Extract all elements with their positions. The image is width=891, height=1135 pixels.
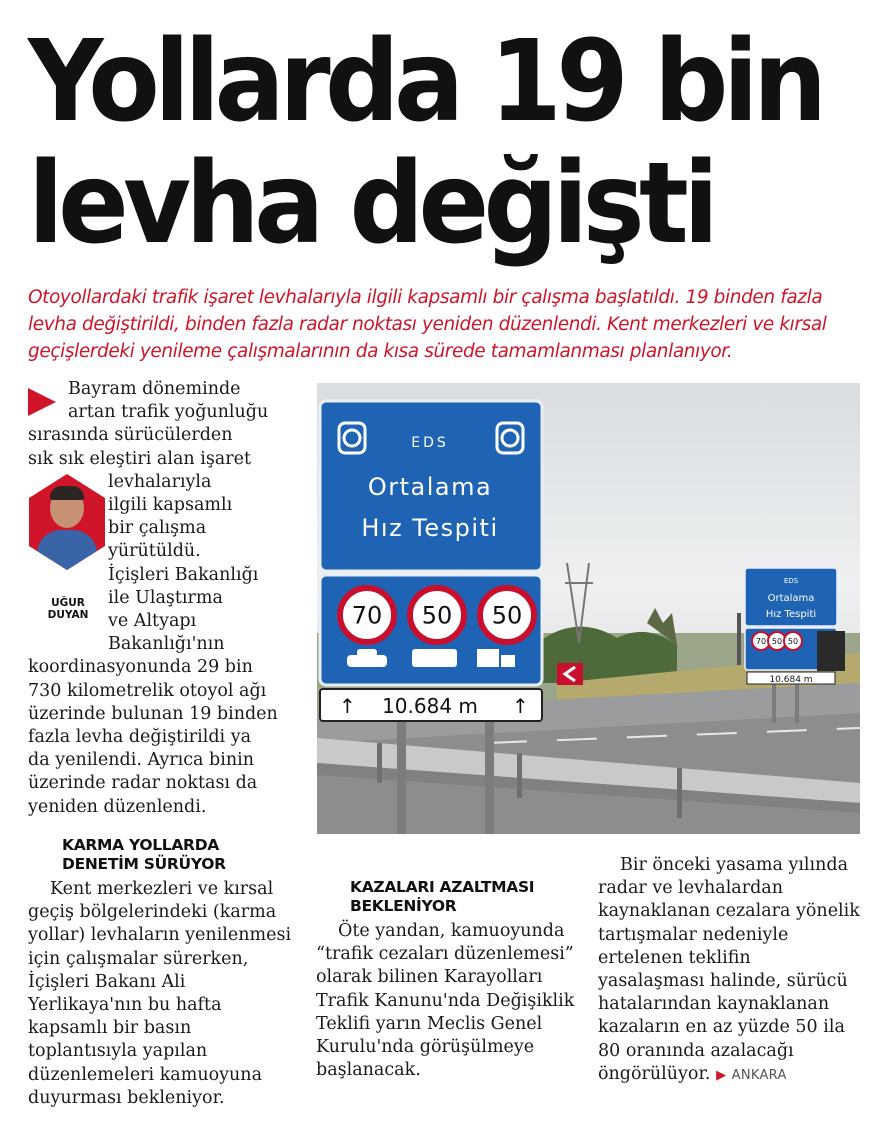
article-column-1-intro	[28, 378, 296, 819]
sign-distance: 10.684 m	[382, 694, 478, 718]
intro-line: üzerinde bulunan 19 binden	[28, 703, 278, 724]
spot-lead: Otoyollardaki trafik işaret levhalarıyla ilgili kapsamlı bir çalışma başlatıldı. 19 binden fazla levha değiştirildi, binden fazla radar noktası yeniden düzenlendi. Kent merkezleri ve kırsal geçişlerdeki yenileme çalışmalarının da kısa sürede tamamlanması planlanıyor.	[28, 287, 827, 362]
headline-line-2: levha değişti	[28, 139, 714, 269]
intro-line: üzerinde radar noktası da	[28, 773, 258, 794]
intro-line: yürütüldü.	[108, 541, 201, 562]
paragraph-kazalari-azaltmasi: Öte yandan, kamuoyunda “trafik cezaları düzenlemesi” olarak bilinen Karayolları Trafik Kanunu'nda Değişiklik Teklifi yarın Meclis Genel Kurulu'nda görüşülmeye başlanacak.	[316, 921, 575, 1081]
sign-speed-limit-value: 50	[491, 601, 523, 630]
intro-line: yeniden düzenlendi.	[28, 796, 207, 817]
article-column-1-lower	[28, 836, 294, 1110]
far-sign-line-1: Ortalama	[767, 593, 815, 604]
sign-speed-limit-value: 70	[351, 601, 383, 630]
far-sign-distance: 10.684 m	[769, 675, 813, 685]
article-column-3	[598, 854, 860, 1087]
sign-line-1: Ortalama	[367, 473, 493, 501]
intro-line: ve Altyapı	[108, 611, 197, 632]
subhead-kazalari-azaltmasi: KAZALARI AZALTMASI BEKLENİYOR	[350, 878, 535, 915]
dateline-triangle-icon: ▶	[716, 1067, 727, 1083]
far-sign-speed-limit-value: 50	[787, 636, 799, 646]
intro-line: 730 kilometrelik otoyol ağı	[28, 680, 267, 701]
far-sign-eds: EDS	[783, 577, 799, 585]
sign-eds: EDS	[411, 435, 449, 451]
intro-line: sırasında sürücülerden	[28, 425, 233, 446]
road-sign-illustration	[317, 383, 860, 834]
svg-text:↑: ↑	[512, 694, 529, 718]
intro-line: fazla levha değiştirildi ya	[28, 727, 252, 748]
intro-line: levhalarıyla	[108, 471, 212, 492]
svg-text:↑: ↑	[339, 694, 356, 718]
sign-line-2: Hız Tespiti	[361, 514, 499, 542]
road-sign-photo	[317, 383, 860, 834]
author-name-first: UĞUR	[51, 597, 85, 609]
intro-line: sık sık eleştiri alan işaret	[28, 448, 251, 469]
intro-line: da yenilendi. Ayrıca binin	[28, 750, 254, 771]
author-name-last: DUYAN	[47, 609, 89, 621]
dateline: ANKARA	[731, 1067, 787, 1083]
intro-line: ile Ulaştırma	[108, 587, 223, 608]
intro-line: bir çalışma	[108, 518, 207, 539]
intro-line: artan trafik yoğunluğu	[68, 402, 269, 423]
sign-speed-limit-value: 50	[421, 601, 453, 630]
subhead-karma-yollarda: KARMA YOLLARDA DENETİM SÜRÜYOR	[62, 836, 226, 873]
paragraph-karma-yollarda: Kent merkezleri ve kırsal geçiş bölgelerindeki (karma yollar) levhaların yenilenmesi için çalışmalar sürerken, İçişleri Bakanı Ali Yerlikaya'nın bu hafta kapsamlı bir basın toplantısıyla yapılan düzenlemeleri kamuoyuna duyurması bekleniyor.	[28, 879, 292, 1108]
headline-line-1: Yollarda 19 bin	[28, 17, 822, 147]
intro-line: koordinasyonunda 29 bin	[28, 657, 253, 678]
intro-line: ilgili kapsamlı	[108, 495, 233, 516]
far-sign-line-2: Hız Tespiti	[765, 609, 817, 620]
paragraph-yasama: Bir önceki yasama yılında radar ve levhalardan kaynaklanan cezalara yönelik tartışmalar nedeniyle ertelenen teklifin yasalaşması halinde, sürücü hatalarından kaynaklanan kazaların en az yüzde 50 ila 80 oranında azalacağı öngörülüyor. ▶ ANKARA	[598, 855, 860, 1084]
intro-line: Bakanlığı'nın	[108, 634, 225, 655]
article-column-2	[316, 878, 576, 1082]
intro-line: Bayram döneminde	[68, 379, 241, 399]
far-sign-speed-limit-value: 70	[755, 636, 767, 646]
intro-line: İçişleri Bakanlığı	[108, 564, 259, 585]
far-sign-speed-limit-value: 50	[771, 636, 783, 646]
